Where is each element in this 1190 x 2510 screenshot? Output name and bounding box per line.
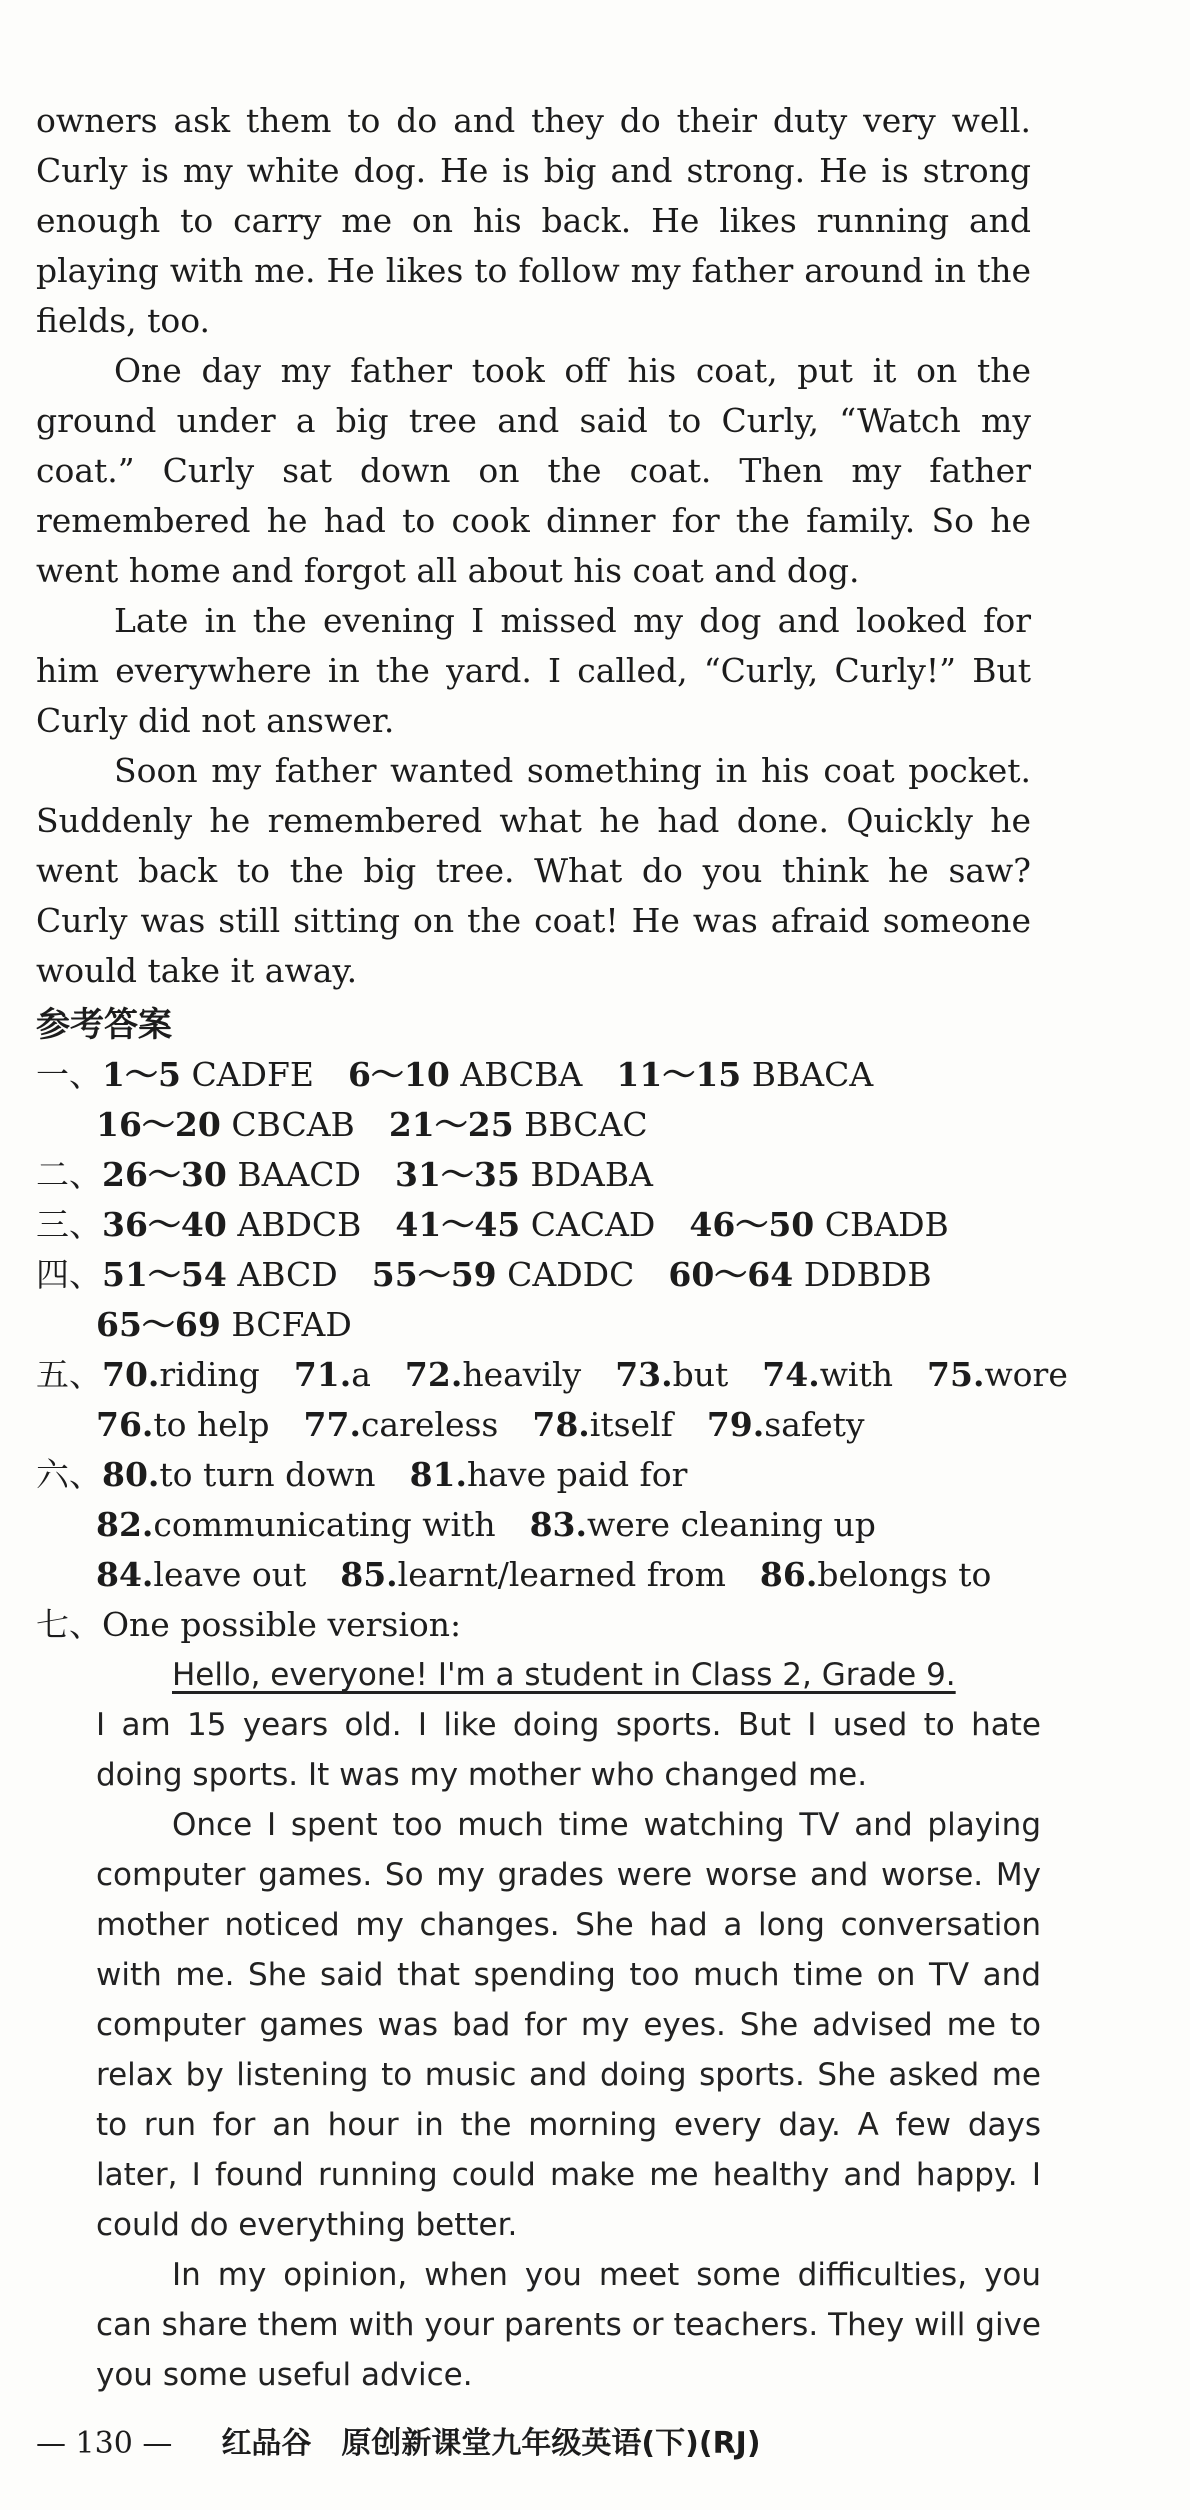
- answer-row: [36, 1150, 653, 1200]
- answer-row: [96, 1300, 352, 1350]
- answer-text: heavily: [462, 1355, 582, 1394]
- answer-text: a: [351, 1355, 371, 1394]
- question-number: 82.: [96, 1505, 154, 1544]
- question-number: 75.: [927, 1355, 985, 1394]
- answer-text: but: [672, 1355, 729, 1394]
- answer-text: BBACA: [751, 1055, 874, 1094]
- question-number: 86.: [759, 1555, 818, 1594]
- answer-text: BDABA: [530, 1155, 653, 1194]
- answer-row: [36, 1600, 461, 1650]
- story-paragraph-2: One day my father took off his coat, put it on the ground under a big tree and said to Curly, “Watch my coat.” Curly sat down on the coat. Then my father remembered he had to cook dinner for the family. So he went home and forgot all about his coat and dog.: [36, 351, 1031, 590]
- question-number: 83.: [529, 1505, 587, 1544]
- answer-row: [36, 1050, 873, 1100]
- answer-text: communicating with: [153, 1505, 496, 1544]
- question-number: 36～40: [102, 1205, 227, 1244]
- answer-text: BBCAC: [524, 1105, 648, 1144]
- answer-row: [36, 1200, 949, 1250]
- answer-text: careless: [360, 1405, 499, 1444]
- answer-text: One possible version:: [102, 1605, 462, 1644]
- section-mark: 七、: [36, 1605, 102, 1644]
- question-number: 11～15: [616, 1055, 742, 1094]
- page-footer: [36, 2422, 761, 2466]
- question-number: 78.: [532, 1405, 590, 1444]
- answer-text: ABDCB: [237, 1205, 362, 1244]
- question-number: 6～10: [347, 1055, 450, 1094]
- essay-paragraph-2: Once I spent too much time watching TV and playing computer games. So my grades were worse and worse. My mother noticed my changes. She had a long conversation with me. She said that spending too much time on TV and computer games was bad for my eyes. She advised me to relax by listening to music and doing sports. She asked me to run for an hour in the morning every day. A few days later, I found running could make me healthy and happy. I could do everything better.: [96, 1807, 1041, 2243]
- answer-text: safety: [764, 1405, 865, 1444]
- question-number: 77.: [303, 1405, 361, 1444]
- question-number: 51～54: [102, 1255, 227, 1294]
- section-mark: 一、: [36, 1055, 102, 1094]
- essay-first-line: Hello, everyone! I'm a student in Class 2, Grade 9.: [172, 1657, 956, 1693]
- question-number: 65～69: [96, 1305, 221, 1344]
- question-number: 85.: [340, 1555, 398, 1594]
- answer-text: itself: [589, 1405, 673, 1444]
- question-number: 55～59: [371, 1255, 497, 1294]
- question-number: 81.: [409, 1455, 467, 1494]
- question-number: 79.: [706, 1405, 765, 1444]
- answer-text: BCFAD: [231, 1305, 352, 1344]
- question-number: 60～64: [668, 1255, 794, 1294]
- answer-text: CACAD: [530, 1205, 656, 1244]
- book-title: 红品谷 原创新课堂九年级英语(下)(RJ): [221, 2426, 761, 2461]
- question-number: 70.: [102, 1355, 160, 1394]
- story-paragraph-3: Late in the evening I missed my dog and looked for him everywhere in the yard. I called, “Curly, Curly!” But Curly did not answer.: [36, 601, 1031, 740]
- answer-text: belongs to: [817, 1555, 992, 1594]
- answer-text: BAACD: [237, 1155, 361, 1194]
- section-mark: 六、: [36, 1455, 102, 1494]
- question-number: 73.: [615, 1355, 673, 1394]
- question-number: 26～30: [102, 1155, 227, 1194]
- answer-text: CADDC: [507, 1255, 635, 1294]
- answer-row: [36, 1450, 687, 1500]
- answers-heading: 参考答案: [36, 1005, 172, 1045]
- question-number: 16～20: [96, 1105, 221, 1144]
- answer-row: [96, 1500, 876, 1550]
- answer-text: to help: [153, 1405, 270, 1444]
- answer-text: leave out: [153, 1555, 307, 1594]
- answer-text: ABCBA: [460, 1055, 583, 1094]
- question-number: 74.: [762, 1355, 820, 1394]
- section-mark: 五、: [36, 1355, 102, 1394]
- answer-text: riding: [159, 1355, 260, 1394]
- answer-text: CBADB: [824, 1205, 949, 1244]
- page-number: — 130 —: [36, 2426, 173, 2461]
- answer-text: with: [819, 1355, 894, 1394]
- essay-paragraph-3: In my opinion, when you meet some difficulties, you can share them with your parents or teachers. They will give you some useful advice.: [96, 2257, 1041, 2393]
- question-number: 31～35: [394, 1155, 520, 1194]
- answer-row: [36, 1250, 932, 1300]
- answer-text: were cleaning up: [587, 1505, 876, 1544]
- section-mark: 四、: [36, 1255, 102, 1294]
- section-mark: 三、: [36, 1205, 102, 1244]
- question-number: 71.: [293, 1355, 352, 1394]
- essay-intro-rest: I am 15 years old. I like doing sports. But I used to hate doing sports. It was my mother who changed me.: [96, 1707, 1041, 1793]
- section-mark: 二、: [36, 1155, 102, 1194]
- answer-text: CBCAB: [231, 1105, 355, 1144]
- question-number: 41～45: [395, 1205, 521, 1244]
- question-number: 1～5: [102, 1055, 181, 1094]
- story-paragraph-4: Soon my father wanted something in his coat pocket. Suddenly he remembered what he had done. Quickly he went back to the big tree. What do you think he saw? Curly was still sitting on the coat! He was afraid someone would take it away.: [36, 751, 1031, 990]
- answer-text: to turn down: [159, 1455, 376, 1494]
- question-number: 76.: [96, 1405, 154, 1444]
- story-paragraph-1: owners ask them to do and they do their duty very well. Curly is my white dog. He is big and strong. He is strong enough to carry me on his back. He likes running and playing with me. He likes to follow my father around in the fields, too.: [36, 101, 1031, 340]
- answer-text: DDBDB: [803, 1255, 932, 1294]
- question-number: 80.: [102, 1455, 160, 1494]
- question-number: 21～25: [388, 1105, 514, 1144]
- answer-row: [96, 1550, 991, 1600]
- answer-text: wore: [984, 1355, 1068, 1394]
- question-number: 46～50: [689, 1205, 815, 1244]
- question-number: 72.: [404, 1355, 463, 1394]
- answer-row: [96, 1400, 865, 1450]
- answer-text: learnt/learned from: [397, 1555, 726, 1594]
- answer-text: ABCD: [237, 1255, 338, 1294]
- answer-text: CADFE: [191, 1055, 314, 1094]
- question-number: 84.: [96, 1555, 154, 1594]
- answer-text: have paid for: [467, 1455, 688, 1494]
- answer-row: [36, 1350, 1068, 1400]
- answer-row: [96, 1100, 648, 1150]
